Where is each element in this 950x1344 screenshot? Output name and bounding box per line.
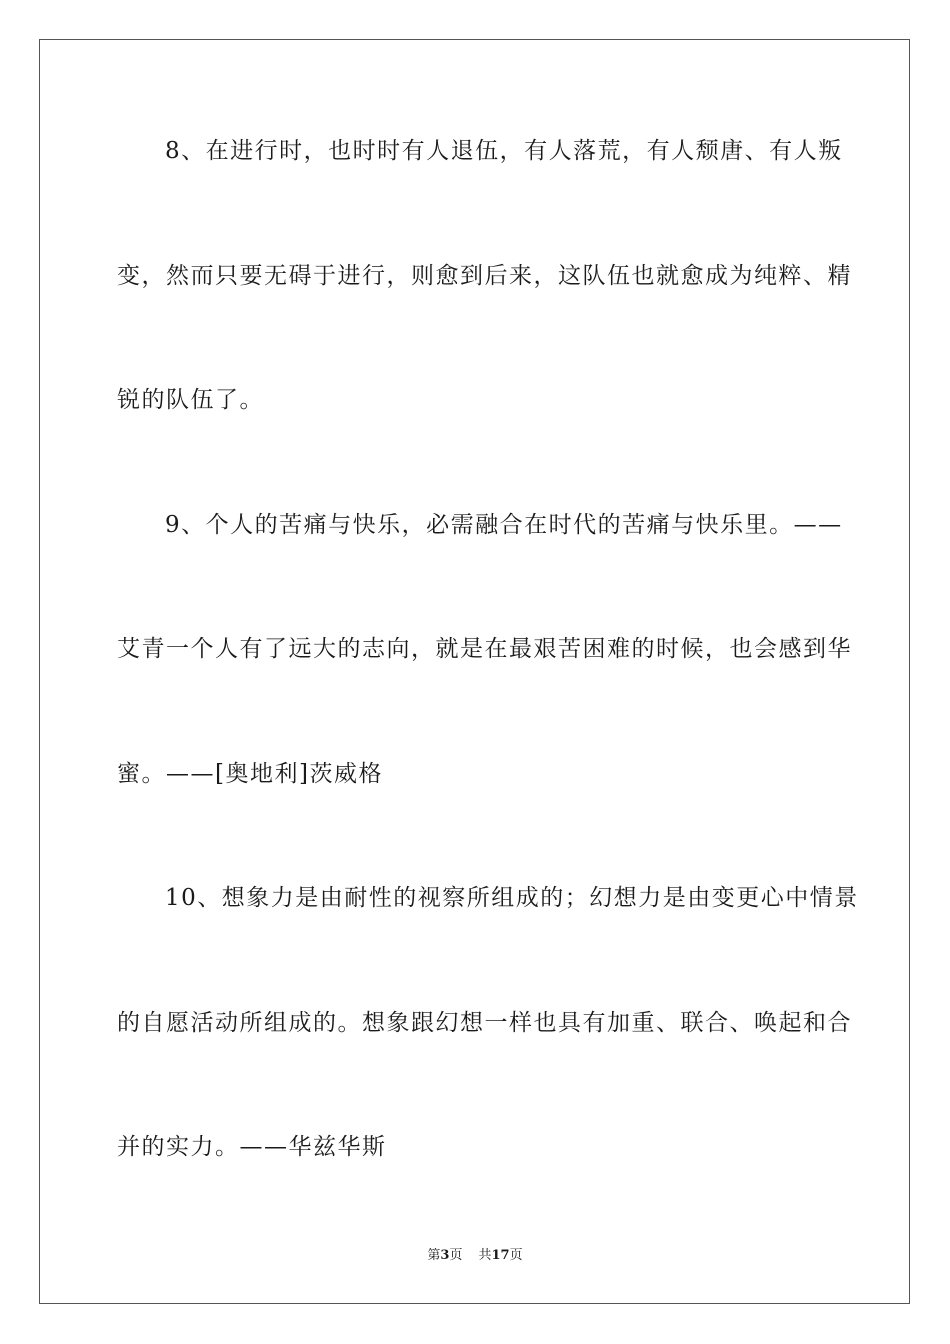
page-border (39, 39, 910, 1304)
paragraph-10-line-2: 的自愿活动所组成的。想象跟幻想一样也具有加重、联合、唤起和合 (117, 1010, 852, 1036)
paragraph-10-line-3: 并的实力。——华兹华斯 (117, 1134, 387, 1160)
page-footer (0, 1247, 950, 1265)
page-prefix: 第 (427, 1248, 441, 1263)
paragraph-8-line-1: 8、在进行时，也时时有人退伍，有人落荒，有人颓唐、有人叛 (165, 138, 843, 164)
paragraph-8-line-2: 变，然而只要无碍于进行，则愈到后来，这队伍也就愈成为纯粹、精 (117, 263, 852, 289)
paragraph-9-line-2: 艾青一个人有了远大的志向，就是在最艰苦困难的时候，也会感到华 (117, 636, 852, 662)
paragraph-9-line-3: 蜜。——[奥地利]茨威格 (117, 761, 383, 787)
total-suffix: 页 (509, 1248, 523, 1263)
total-prefix: 共 (478, 1248, 492, 1263)
paragraph-10-line-1: 10、想象力是由耐性的视察所组成的；幻想力是由变更心中情景 (165, 885, 859, 911)
paragraph-9-line-1: 9、个人的苦痛与快乐，必需融合在时代的苦痛与快乐里。—— (165, 512, 843, 538)
paragraph-8-line-3: 锐的队伍了。 (117, 387, 264, 413)
page-suffix: 页 (449, 1248, 463, 1263)
page-number: 3 (440, 1248, 450, 1263)
total-pages: 17 (491, 1248, 510, 1263)
